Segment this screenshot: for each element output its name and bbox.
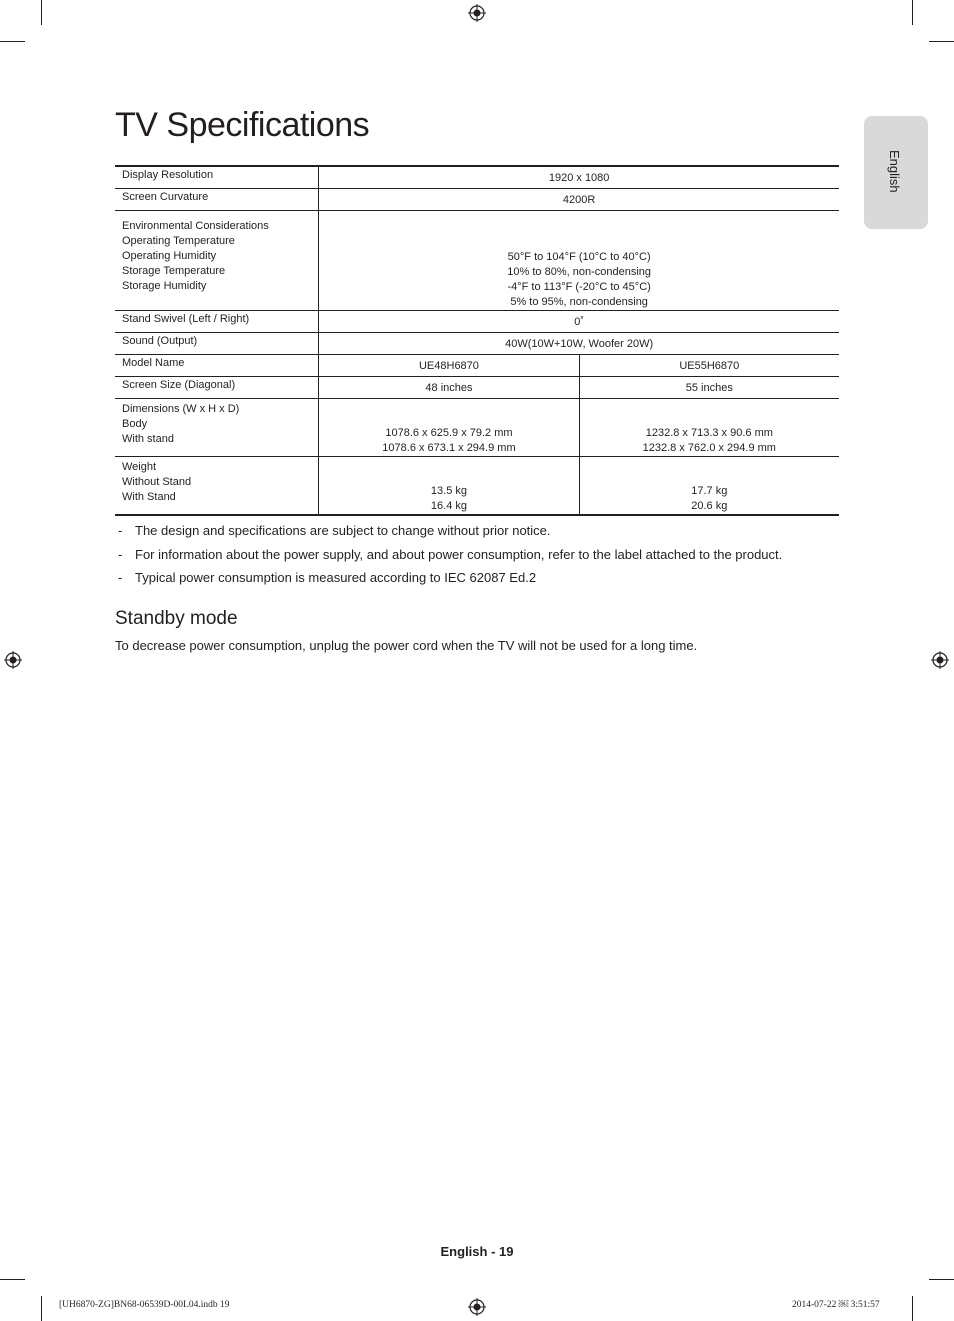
spec-label-line: Body xyxy=(122,418,148,430)
spec-value xyxy=(319,399,579,457)
spec-value: 0˚ xyxy=(319,311,839,333)
crop-mark xyxy=(929,41,954,42)
notes-list xyxy=(115,522,782,593)
list-item xyxy=(115,546,782,570)
spec-label xyxy=(115,457,319,516)
spec-value: 1920 x 1080 xyxy=(319,166,839,189)
spec-value xyxy=(319,211,839,311)
spec-value-line: 5% to 95%, non-condensing xyxy=(510,296,648,308)
registration-mark-icon xyxy=(931,651,949,669)
spec-label: Model Name xyxy=(115,355,319,377)
crop-mark xyxy=(0,41,25,42)
table-row xyxy=(115,355,839,377)
bullet-dash: - xyxy=(118,523,123,538)
spec-value-line: 13.5 kg xyxy=(430,485,467,497)
spec-label-line: With Stand xyxy=(122,491,176,503)
list-item xyxy=(115,522,782,546)
crop-mark xyxy=(929,1279,954,1280)
spec-value: UE55H6870 xyxy=(579,355,839,377)
table-row xyxy=(115,377,839,399)
spec-label: Stand Swivel (Left / Right) xyxy=(115,311,319,333)
spec-label-line: Operating Humidity xyxy=(122,250,217,262)
crop-mark xyxy=(0,1279,25,1280)
note-text: For information about the power supply, and about power consumption, refer to the label attached to the product. xyxy=(135,546,783,562)
spec-label xyxy=(115,399,319,457)
spec-label-line: Storage Humidity xyxy=(122,280,207,292)
table-row xyxy=(115,399,839,457)
page-title: TV Specifications xyxy=(115,106,370,144)
crop-mark xyxy=(912,0,913,25)
spec-label-line: Operating Temperature xyxy=(122,235,235,247)
crop-mark xyxy=(41,0,42,25)
spec-value-line: 16.4 kg xyxy=(430,500,467,512)
registration-mark-icon xyxy=(468,4,486,22)
print-slug-file: [UH6870-ZG]BN68-06539D-00L04.indb 19 xyxy=(59,1300,230,1310)
spec-value-line: 50°F to 104°F (10°C to 40°C) xyxy=(507,251,651,263)
spec-value-line: -4°F to 113°F (-20°C to 45°C) xyxy=(507,281,651,293)
standby-text: To decrease power consumption, unplug the power cord when the TV will not be used for a long time. xyxy=(115,638,698,653)
spec-label-line: Environmental Considerations xyxy=(122,220,269,232)
crop-mark xyxy=(41,1296,42,1321)
spec-value: 48 inches xyxy=(319,377,579,399)
spec-value-line: 1078.6 x 625.9 x 79.2 mm xyxy=(385,427,513,439)
spec-value-line: 1232.8 x 762.0 x 294.9 mm xyxy=(642,442,776,454)
spec-value: 40W(10W+10W, Woofer 20W) xyxy=(319,333,839,355)
spec-value: 55 inches xyxy=(579,377,839,399)
print-slug-timestamp: 2014-07-22 ￼ 3:51:57 xyxy=(792,1300,880,1310)
table-row xyxy=(115,311,839,333)
registration-mark-icon xyxy=(4,651,22,669)
spec-label xyxy=(115,211,319,311)
page-number: English - 19 xyxy=(440,1244,514,1259)
spec-table xyxy=(115,165,839,516)
spec-value xyxy=(579,457,839,516)
list-item xyxy=(115,569,782,593)
note-text: The design and specifications are subject to change without prior notice. xyxy=(135,523,551,538)
language-tab xyxy=(864,116,928,229)
language-tab-label: English xyxy=(887,150,902,193)
spec-label: Screen Size (Diagonal) xyxy=(115,377,319,399)
spec-value-line: 17.7 kg xyxy=(691,485,728,497)
note-text: Typical power consumption is measured according to IEC 62087 Ed.2 xyxy=(135,570,537,585)
table-row xyxy=(115,189,839,211)
crop-mark xyxy=(912,1296,913,1321)
spec-value-line: 10% to 80%, non-condensing xyxy=(507,266,651,278)
table-row xyxy=(115,211,839,311)
spec-value-line: 20.6 kg xyxy=(691,500,728,512)
bullet-dash: - xyxy=(118,546,123,562)
standby-heading: Standby mode xyxy=(115,608,238,629)
spec-value-line: 1232.8 x 713.3 x 90.6 mm xyxy=(645,427,773,439)
spec-label-line: Without Stand xyxy=(122,476,192,488)
spec-value xyxy=(579,399,839,457)
table-row xyxy=(115,333,839,355)
spec-label: Sound (Output) xyxy=(115,333,319,355)
spec-value-line: 1078.6 x 673.1 x 294.9 mm xyxy=(382,442,516,454)
registration-mark-icon xyxy=(468,1298,486,1316)
spec-label-line: Weight xyxy=(122,461,157,473)
spec-label-line: Storage Temperature xyxy=(122,265,226,277)
table-row xyxy=(115,166,839,189)
spec-label-line: Dimensions (W x H x D) xyxy=(122,403,240,415)
spec-label-line: With stand xyxy=(122,433,174,445)
spec-value xyxy=(319,457,579,516)
spec-value: UE48H6870 xyxy=(319,355,579,377)
bullet-dash: - xyxy=(118,570,123,585)
spec-label: Display Resolution xyxy=(115,166,319,189)
table-row xyxy=(115,457,839,516)
spec-value: 4200R xyxy=(319,189,839,211)
spec-label: Screen Curvature xyxy=(115,189,319,211)
